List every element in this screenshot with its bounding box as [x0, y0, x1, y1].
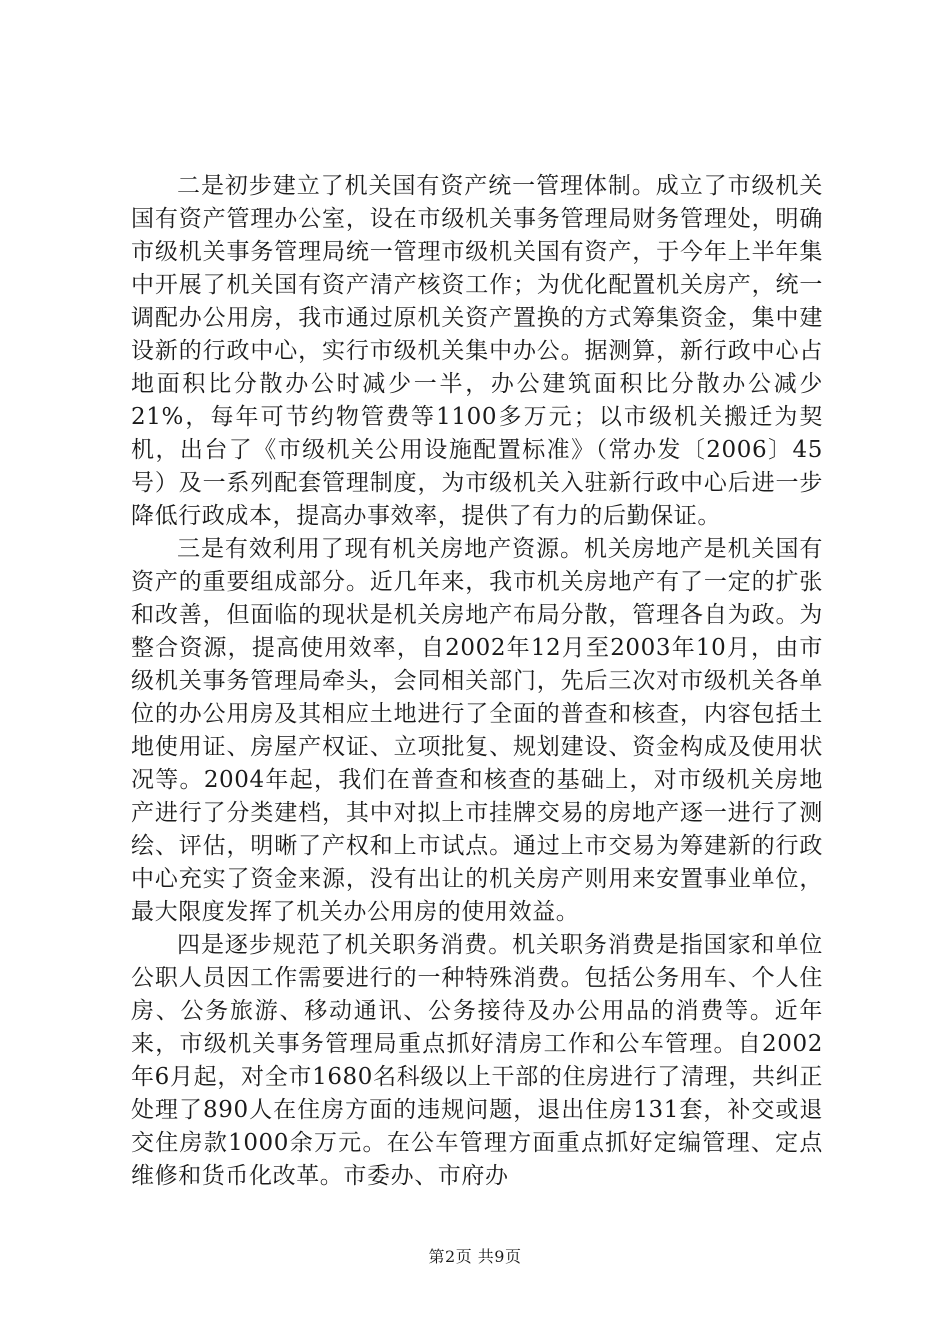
paragraph-3: 三是有效利用了现有机关房地产资源。机关房地产是机关国有资产的重要组成部分。近几年来，我市机关房地产有了一定的扩张和改善，但面临的现状是机关房地产布局分散，管理各自为政。为整合资源，提高使用效率，自2002年12月至2003年10月，由市级机关事务管理局牵头，会同相关部门，先后三次对市级机关各单位的办公用房及其相应土地进行了全面的普查和核查，内容包括土地使用证、房屋产权证、立项批复、规划建设、资金构成及使用状况等。2004年起，我们在普查和核查的基础上，对市级机关房地产进行了分类建档，其中对拟上市挂牌交易的房地产逐一进行了测绘、评估，明晰了产权和上市试点。通过上市交易为筹建新的行政中心充实了资金来源，没有出让的机关房产则用来安置事业单位，最大限度发挥了机关办公用房的使用效益。: [131, 536, 823, 925]
paragraph-2: 二是初步建立了机关国有资产统一管理体制。成立了市级机关国有资产管理办公室，设在市级机关事务管理局财务管理处，明确市级机关事务管理局统一管理市级机关国有资产，于今年上半年集中开展了机关国有资产清产核资工作；为优化配置机关房产，统一调配办公用房，我市通过原机关资产置换的方式筹集资金，集中建设新的行政中心，实行市级机关集中办公。据测算，新行政中心占地面积比分散办公时减少一半，办公建筑面积比分散办公减少21%，每年可节约物管费等1100多万元；以市级机关搬迁为契机，出台了《市级机关公用设施配置标准》（常办发〔2006〕45号）及一系列配套管理制度，为市级机关入驻新行政中心后进一步降低行政成本，提高办事效率，提供了有力的后勤保证。: [131, 173, 823, 529]
paragraph-4: 四是逐步规范了机关职务消费。机关职务消费是指国家和单位公职人员因工作需要进行的一种特殊消费。包括公务用车、个人住房、公务旅游、移动通讯、公务接待及办公用品的消费等。近年来，市级机关事务管理局重点抓好清房工作和公车管理。自2002年6月起，对全市1680名科级以上干部的住房进行了清理，共纠正处理了890人在住房方面的违规问题，退出住房131套，补交或退交住房款1000余万元。在公车管理方面重点抓好定编管理、定点维修和货币化改革。市委办、市府办: [131, 932, 823, 1189]
page-number-footer: 第2页 共9页: [428, 1247, 522, 1266]
document-body: [131, 170, 823, 1193]
